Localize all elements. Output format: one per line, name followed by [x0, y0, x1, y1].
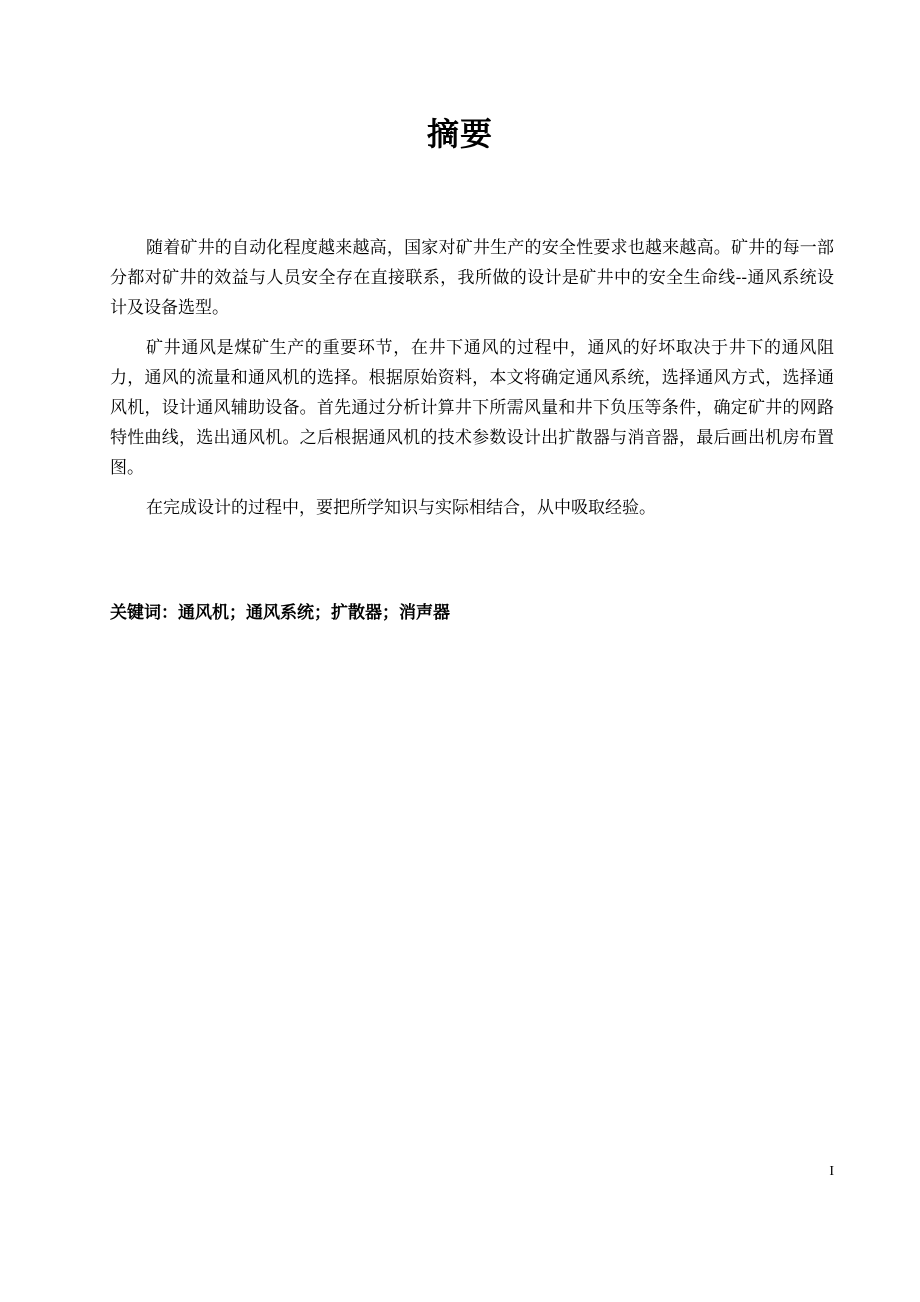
page-number: I: [829, 1164, 834, 1179]
abstract-paragraph-2: 矿井通风是煤矿生产的重要环节，在井下通风的过程中，通风的好坏取决于井下的通风阻力，通风的流量和通风机的选择。根据原始资料，本文将确定通风系统，选择通风方式，选择通风机，设计通风辅助设备。首先通过分析计算井下所需风量和井下负压等条件，确定矿井的网路特性曲线，选出通风机。之后根据通风机的技术参数设计出扩散器与消音器，最后画出机房布置图。: [110, 338, 834, 478]
abstract-body: [110, 233, 834, 533]
page-title: 摘要: [426, 115, 493, 153]
keywords-line: 关键词：通风机；通风系统；扩散器；消声器: [110, 603, 450, 623]
abstract-paragraph-3: 在完成设计的过程中，要把所学知识与实际相结合，从中吸取经验。: [146, 498, 656, 518]
abstract-paragraph-1: 随着矿井的自动化程度越来越高，国家对矿井生产的安全性要求也越来越高。矿井的每一部分都对矿井的效益与人员安全存在直接联系，我所做的设计是矿井中的安全生命线--通风系统设计及设备选型。: [110, 238, 834, 318]
